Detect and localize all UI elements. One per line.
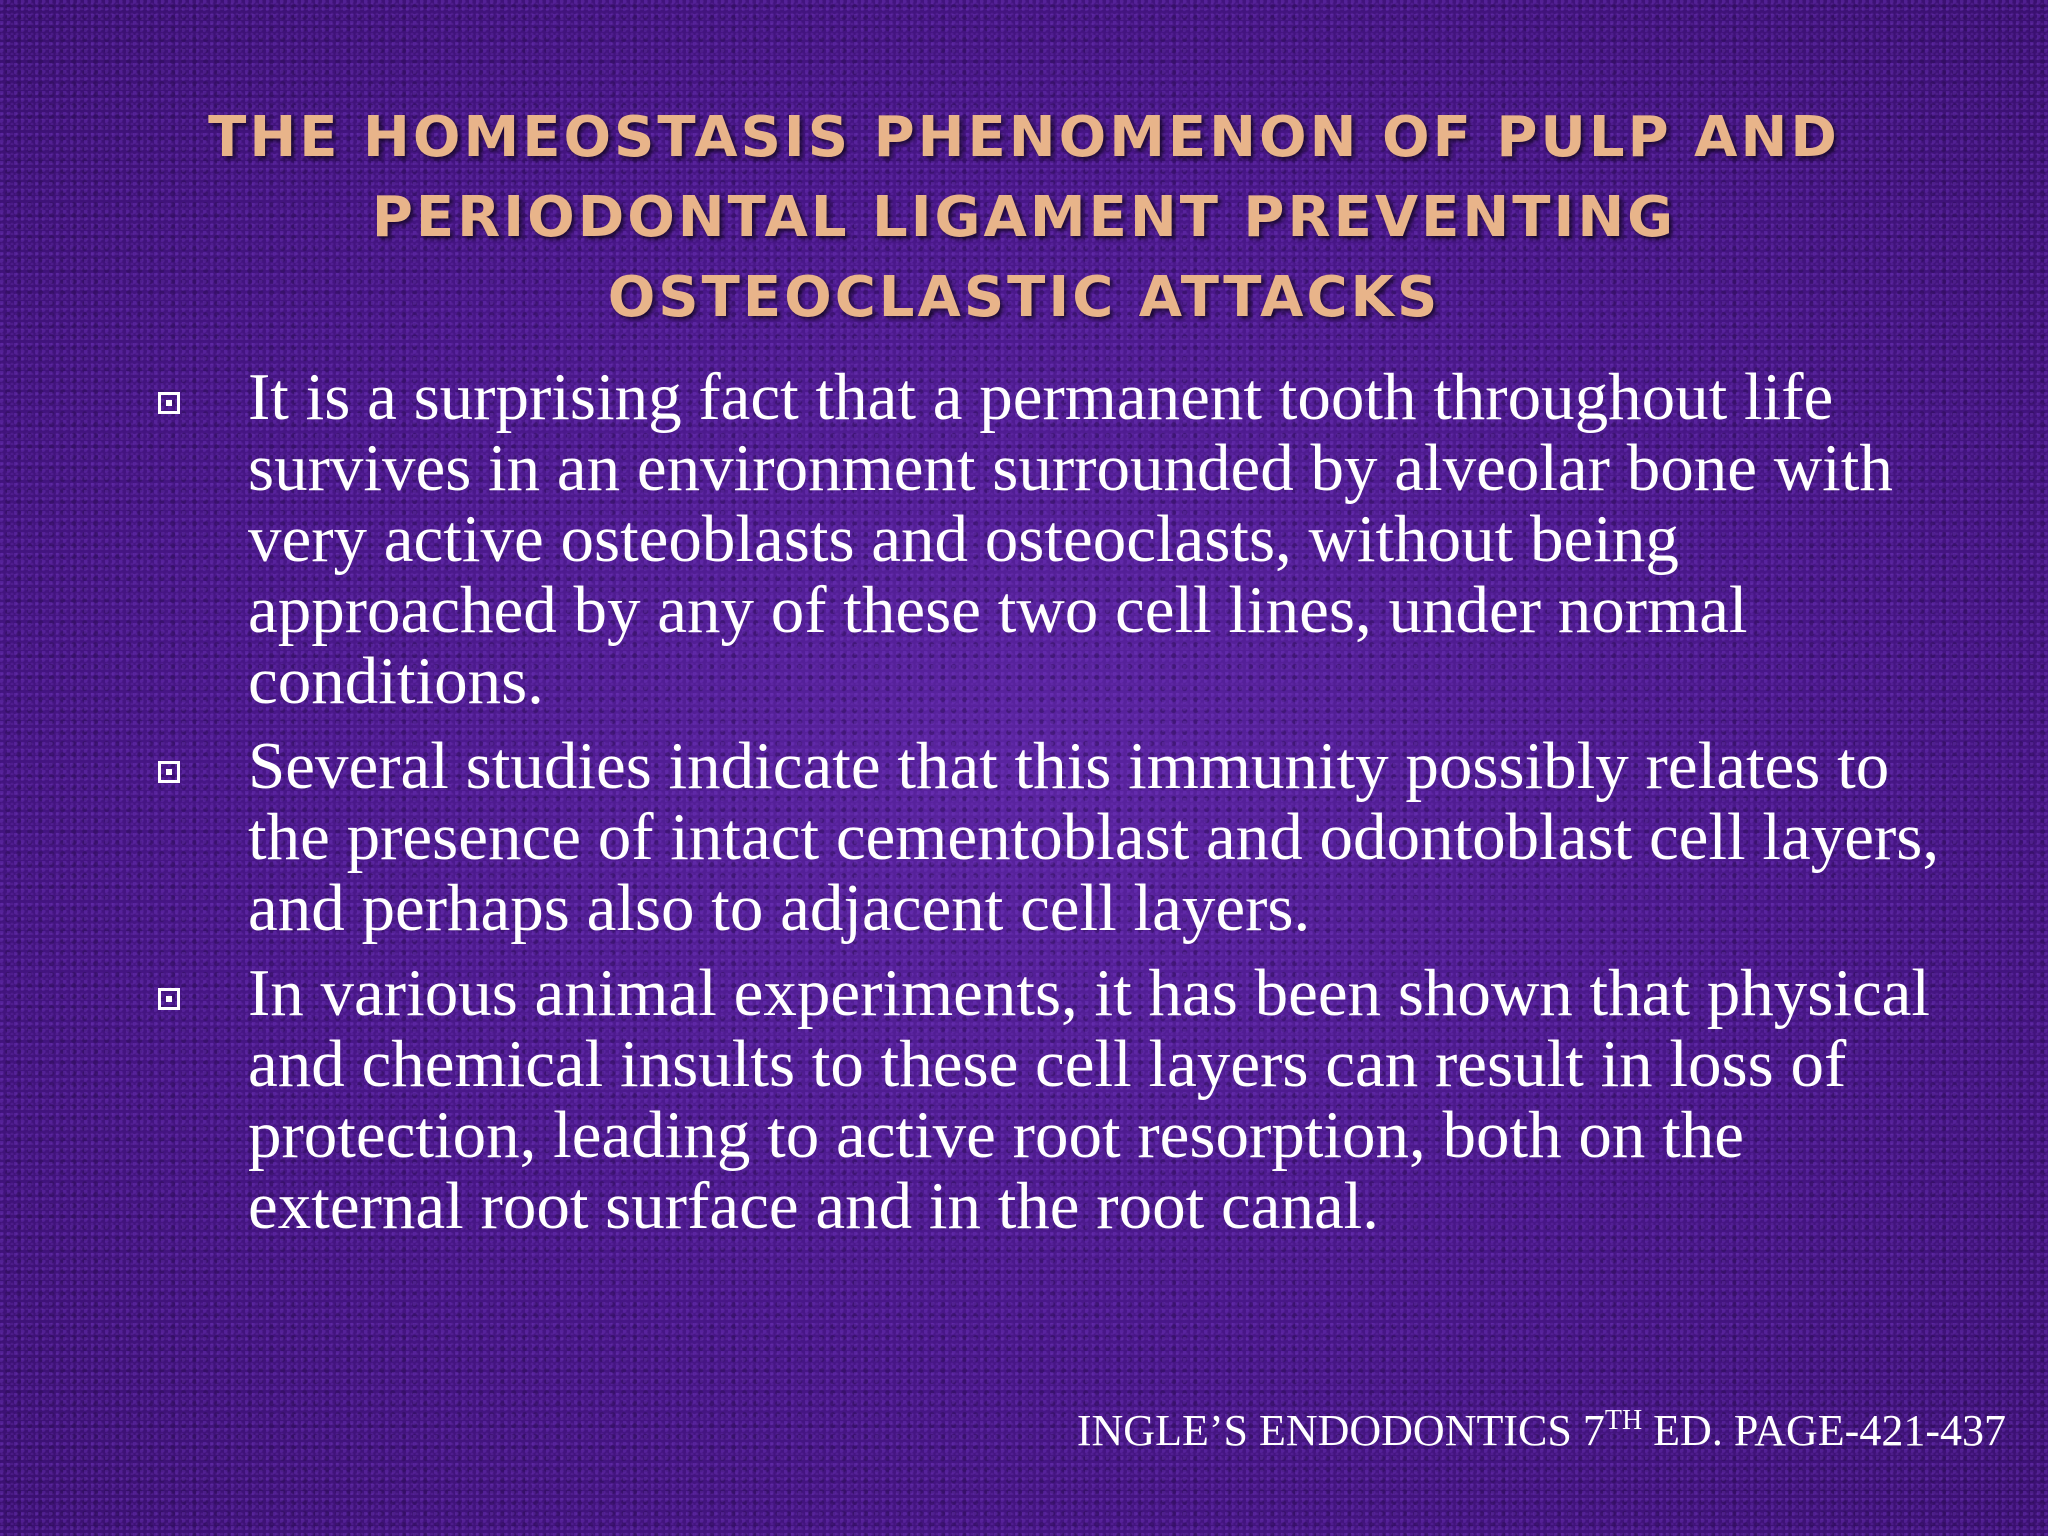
bullet-item	[150, 958, 1940, 1242]
square-bullet-icon	[158, 392, 180, 414]
reference-citation	[1077, 1406, 2006, 1456]
square-bullet-icon	[158, 988, 180, 1010]
title-line-2: PERIODONTAL LIGAMENT PREVENTING	[371, 185, 1677, 250]
square-bullet-icon	[158, 761, 180, 783]
bullet-text: It is a surprising fact that a permanent tooth throughout life survives in an environment surrounded by alveolar bone with very active osteoblasts and osteoclasts, without being approached by any of these two cell lines, under normal conditions.	[248, 360, 1893, 718]
bullet-text: In various animal experiments, it has been shown that physical and chemical insults to these cell layers can result in loss of protection, leading to active root resorption, both on the external root surface and in the root canal.	[248, 956, 1931, 1243]
slide-title	[140, 98, 1908, 338]
reference-prefix: INGLE’S ENDODONTICS 7	[1076, 1406, 1605, 1455]
bullet-item	[150, 731, 1940, 944]
bullet-text: Several studies indicate that this immunity possibly relates to the presence of intact cementoblast and odontoblast cell layers, and perhaps also to adjacent cell layers.	[248, 729, 1940, 945]
reference-suffix: ED. PAGE-421-437	[1642, 1406, 2006, 1455]
bullet-list	[150, 362, 1940, 1256]
bullet-item	[150, 362, 1940, 717]
title-line-3: OSTEOCLASTIC ATTACKS	[607, 265, 1441, 330]
reference-superscript: TH	[1604, 1405, 1643, 1436]
title-line-1: THE HOMEOSTASIS PHENOMENON OF PULP AND	[208, 105, 1840, 170]
